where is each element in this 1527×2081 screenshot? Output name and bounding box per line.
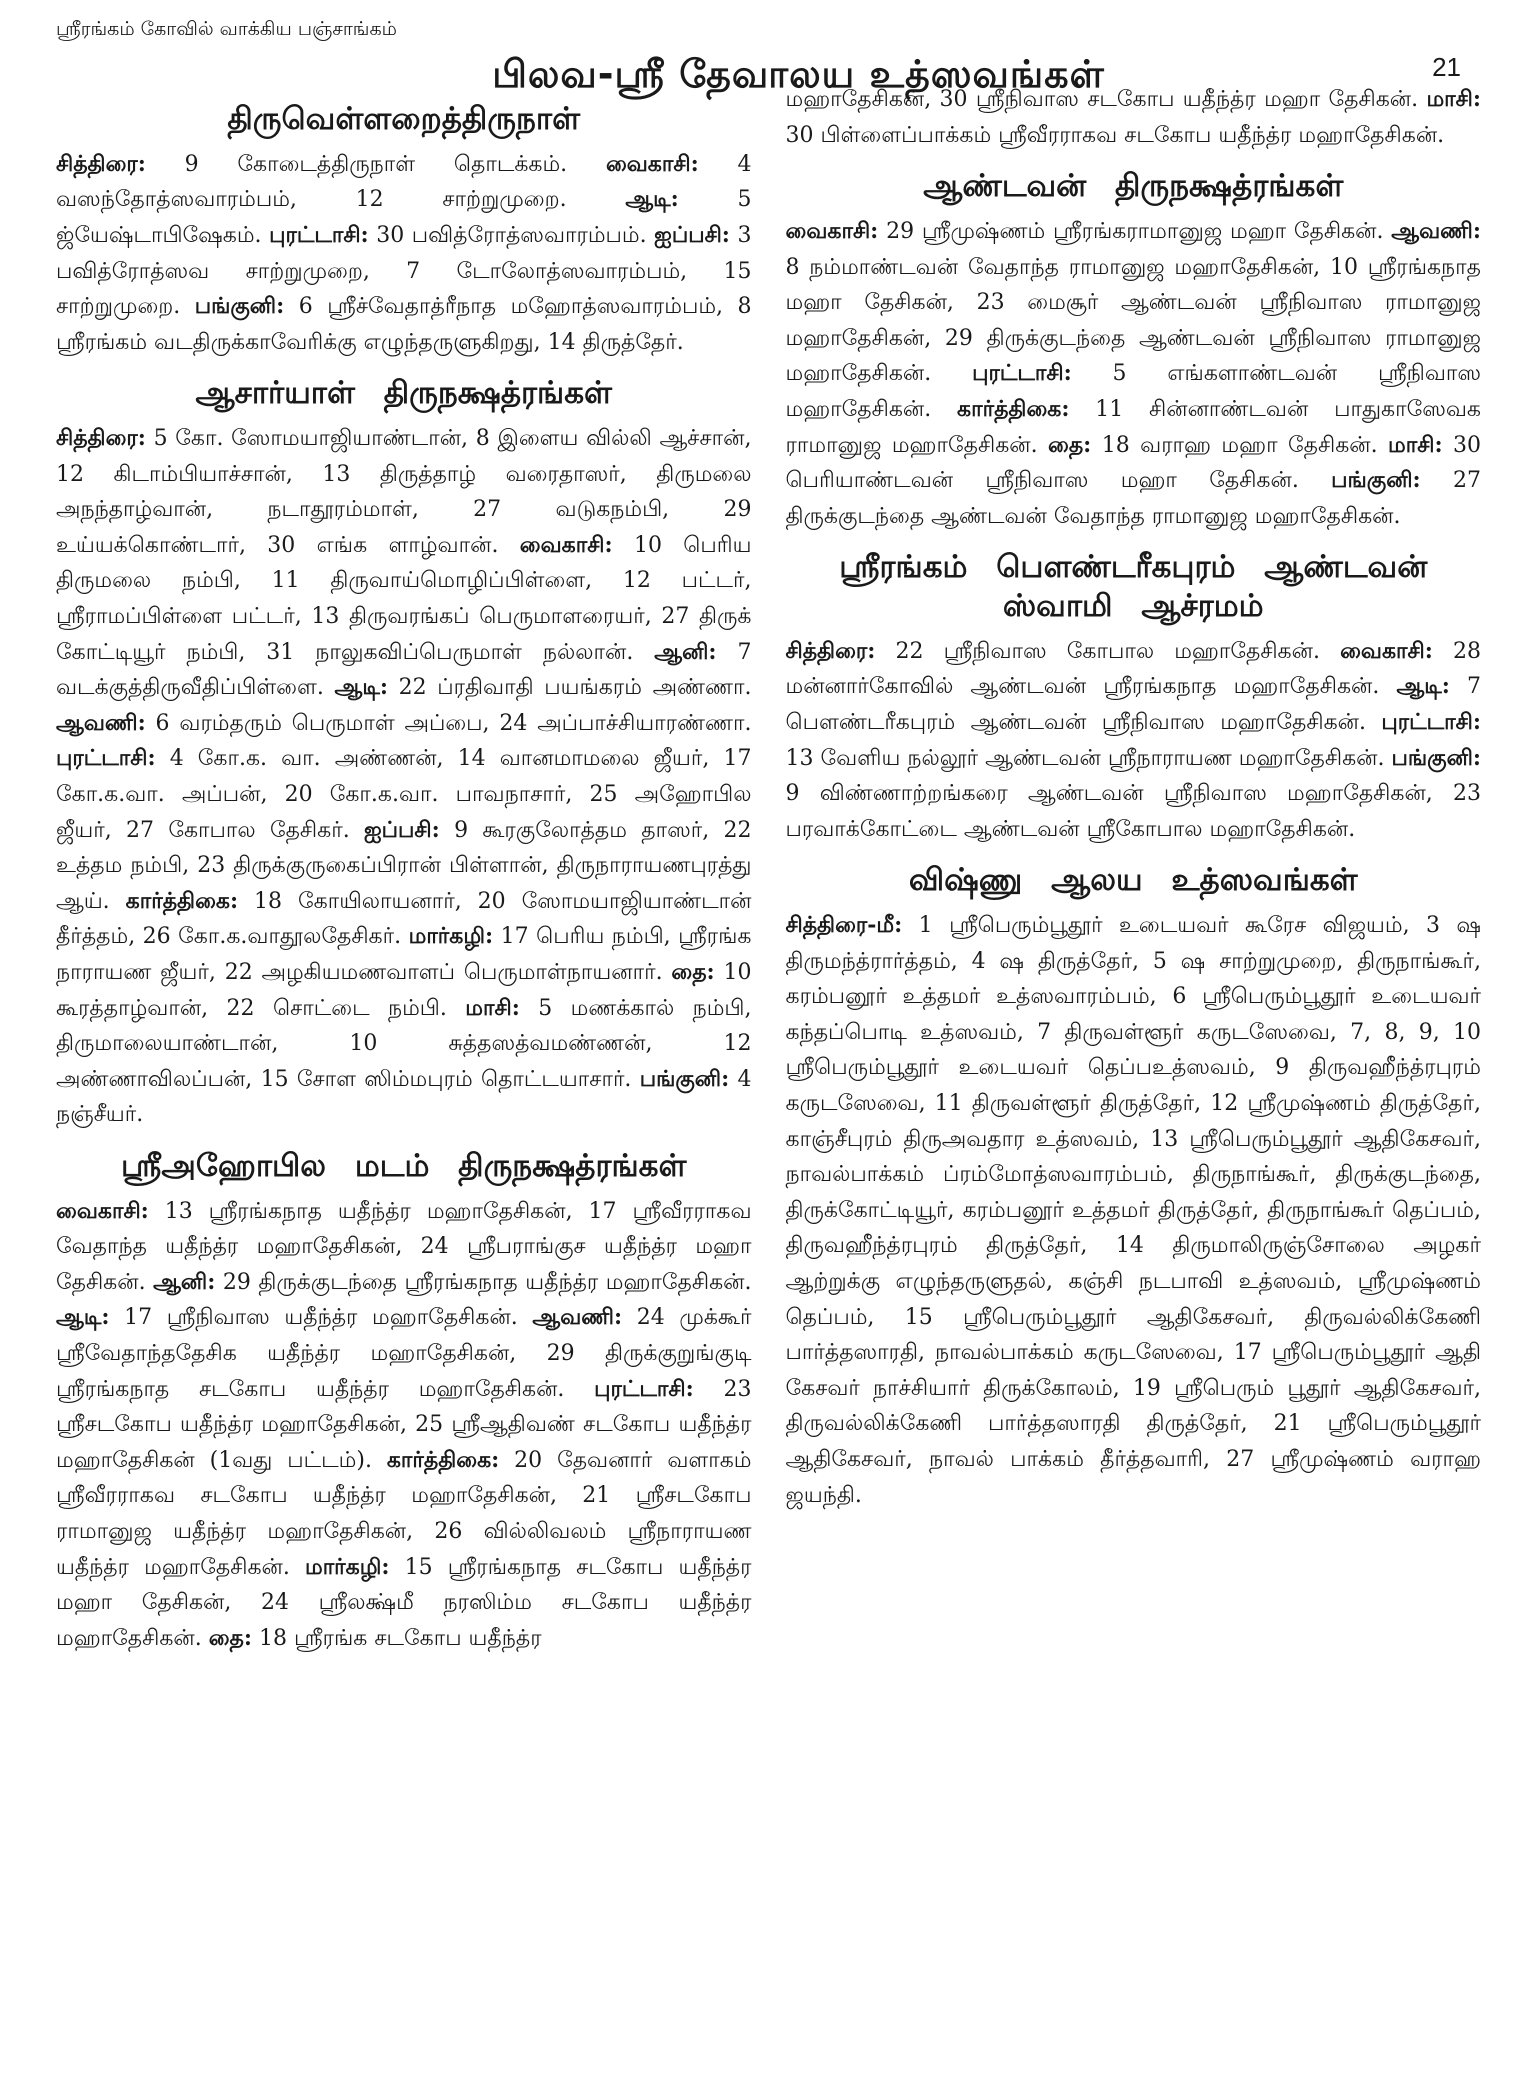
entry-text: 30 பிள்ளைப்பாக்கம் ஸ்ரீவீரராகவ சடகோப யதீந்த்ர மஹாதேசிகன். (785, 122, 1445, 148)
entry-text: 7 பௌண்டரீகபுரம் ஆண்டவன் ஸ்ரீநிவாஸ மஹாதேசிகன். (785, 674, 1481, 735)
entry-text: 30 பவித்ரோத்ஸவாரம்பம். (368, 222, 655, 248)
entry-text: 29 ஸ்ரீமுஷ்ணம் ஸ்ரீரங்கராமானுஜ மஹா தேசிகன். (878, 218, 1392, 244)
entry-text: 10 பெரிய திருமலை நம்பி, 11 திருவாய்மொழிப்பிள்ளை, 12 பட்டர், ஸ்ரீராமப்பிள்ளை பட்டர், 13 திருவரங்கப் பெருமாளரையர், 27 திருக் கோட்டியூர் நம்பி, 31 நாலுகவிப்பெருமாள் நல்லான். (56, 532, 752, 665)
month-label: பங்குனி: (194, 293, 285, 320)
section-text (56, 1194, 752, 1657)
entry-text: 20 தேவனார் வளாகம் ஸ்ரீவீரராகவ சடகோப யதீந்த்ர மஹாதேசிகன், 21 ஸ்ரீசடகோப ராமானுஜ யதீந்த்ர மஹாதேசிகன், 26 வில்லிவலம் ஸ்ரீநாராயண யதீந்த்ர மஹாதேசிகன். (56, 1447, 752, 1580)
entry-text: 4 நஞ்சீயர். (56, 1066, 752, 1128)
entry-text: 29 திருக்குடந்தை ஸ்ரீரங்கநாத யதீந்த்ர மஹாதேசிகன். (215, 1269, 752, 1295)
section-heading: ஸ்ரீரங்கம் பௌண்டரீகபுரம் ஆண்டவன் ஸ்வாமி ஆச்ரமம் (839, 549, 1428, 625)
columns (56, 86, 1482, 1656)
entry-text: 5 ஜ்யேஷ்டாபிஷேகம். (56, 187, 752, 248)
entry-text: 23 ஸ்ரீசடகோப யதீந்த்ர மஹாதேசிகன், 25 ஸ்ரீஆதிவண் சடகோப யதீந்த்ர மஹாதேசிகன் (1வது பட்டம்). (56, 1376, 752, 1473)
month-label: கார்த்திகை: (125, 887, 239, 914)
entry-text: 15 ஸ்ரீரங்கநாத சடகோப யதீந்த்ர மஹா தேசிகன், 24 ஸ்ரீலக்ஷ்மீ நரஸிம்ம சடகோப யதீந்த்ர மஹாதேசிகன். (56, 1554, 752, 1651)
section-heading: திருவெள்ளறைத்திருநாள் (227, 101, 581, 137)
running-head: ஸ்ரீரங்கம் கோவில் வாக்கிய பஞ்சாங்கம் (56, 18, 397, 40)
entry-text: 28 மன்னார்கோவில் ஆண்டவன் ஸ்ரீரங்கநாத மஹாதேசிகன். (785, 638, 1481, 700)
entry-text: 18 வராஹ மஹா தேசிகன். (1091, 432, 1389, 458)
entry-text: 6 வரம்தரும் பெருமாள் அப்பை, 24 அப்பாச்சியாரண்ணா. (145, 710, 752, 736)
month-label: புரட்டாசி: (594, 1375, 694, 1402)
month-label: வைகாசி: (605, 150, 699, 177)
month-label: ஆடி: (334, 674, 388, 701)
entry-text: 6 ஸ்ரீச்வேதாத்ரீநாத மஹோத்ஸவாரம்பம், 8 ஸ்ரீரங்கம் வடதிருக்காவேரிக்கு எழுந்தருளுகிறது, 14 திருத்தேர். (56, 294, 752, 355)
entry-text: 7 வடக்குத்திருவீதிப்பிள்ளை. (56, 639, 752, 701)
month-label: ஆடி: (56, 1304, 110, 1331)
section-text (786, 634, 1482, 848)
entry-text: 9 விண்ணாற்றங்கரை ஆண்டவன் ஸ்ரீநிவாஸ மஹாதேசிகன், 23 பரவாக்கோட்டை ஆண்டவன் ஸ்ரீகோபால மஹாதேசிகன். (785, 781, 1481, 842)
section-text (56, 421, 752, 1133)
month-label: பங்குனி: (1331, 467, 1421, 494)
entry-text: 1 ஸ்ரீபெரும்பூதூர் உடையவர் கூரேச விஜயம், 3 ஷ திருமந்த்ரார்த்தம், 4 ஷ திருத்தேர், 5 ஷ சாற்றுமுறை, திருநாங்கூர், கரம்பனூர் உத்தமர் உத்ஸவாரம்பம், 6 ஸ்ரீபெரும்பூதூர் உடையவர் கந்தப்பொடி உத்ஸவம், 7 திருவள்ளூர் கருடஸேவை, 7, 8, 9, 10 ஸ்ரீபெரும்பூதூர் உடையவர் தெப்பஉத்ஸவம், 9 திருவஹீந்த்ரபுரம் கருடஸேவை, 11 திருவள்ளூர் திருத்தேர், 12 ஸ்ரீமுஷ்ணம் திருத்தேர், காஞ்சீபுரம் திருஅவதார உத்ஸவம், 13 ஸ்ரீபெரும்பூதூர் ஆதிகேசவர், நாவல்பாக்கம் ப்ரம்மோத்ஸவாரம்பம், திருநாங்கூர், திருக்குடந்தை, திருக்கோட்டியூர், கரம்பனூர் உத்தமர் திருத்தேர், திருநாங்கூர் தெப்பம், திருவஹீந்த்ரபுரம் திருத்தேர், 14 திருமாலிருஞ்சோலை அழகர் ஆற்றுக்கு எழுந்தருளுதல், கஞ்சி நடபாவி உத்ஸவம், ஸ்ரீமுஷ்ணம் தெப்பம், 15 ஸ்ரீபெரும்பூதூர் ஆதிகேசவர், திருவல்லிக்கேணி பார்த்தஸாரதி, நாவல்பாக்கம் கருடஸேவை, 17 ஸ்ரீபெரும்பூதூர் ஆதி கேசவர் நாச்சியார் திருக்கோலம், 19 ஸ்ரீபெரும் பூதூர் ஆதிகேசவர், திருவல்லிக்கேணி பார்த்தஸாரதி திருத்தேர், 21 ஸ்ரீபெரும்பூதூர் ஆதிகேசவர், நாவல் பாக்கம் தீர்த்தவாரி, 27 ஸ்ரீமுஷ்ணம் வராஹ ஜயந்தி. (785, 913, 1481, 1508)
title-row (56, 52, 1481, 122)
entry-text: 13 வேளிய நல்லூர் ஆண்டவன் ஸ்ரீநாராயண மஹாதேசிகன். (785, 745, 1392, 771)
month-label: புரட்டாசி: (269, 221, 369, 248)
section-text (56, 147, 752, 361)
month-label: வைகாசி: (1340, 637, 1433, 664)
header (56, 14, 1481, 52)
month-label: வைகாசி: (56, 1197, 149, 1224)
month-label: ஆடி: (625, 186, 679, 213)
entry-text: 3 பவித்ரோத்ஸவ சாற்றுமுறை, 7 டோலோத்ஸவாரம்பம், 15 சாற்றுமுறை. (56, 222, 752, 320)
page-title: பிலவ-ஸ்ரீ தேவாலய உத்ஸவங்கள் (492, 52, 1105, 96)
entry-text: 17 பெரிய நம்பி, ஸ்ரீரங்க நாராயண ஜீயர், 22 அழகியமணவாளப் பெருமாள்நாயனார். (56, 924, 752, 985)
month-label: மார்கழி: (408, 923, 494, 950)
entry-text: 10 கூரத்தாழ்வான், 22 சொட்டை நம்பி. (56, 959, 752, 1021)
entry-text: 17 ஸ்ரீநிவாஸ யதீந்த்ர மஹாதேசிகன். (109, 1305, 533, 1331)
entry-text: 22 ப்ரதிவாதி பயங்கரம் அண்ணா. (387, 675, 752, 701)
entry-text: 9 கோடைத்திருநாள் தொடக்கம். (145, 151, 606, 177)
month-label: கார்த்திகை: (386, 1446, 500, 1473)
entry-text: 24 முக்கூர் ஸ்ரீவேதாந்ததேசிக யதீந்த்ர மஹாதேசிகன், 29 திருக்குறுங்குடி ஸ்ரீரங்கநாத சடகோப யதீந்த்ர மஹாதேசிகன். (56, 1305, 752, 1402)
month-label: ஆடி: (1396, 673, 1450, 700)
entry-text: 18 ஸ்ரீரங்க சடகோப யதீந்த்ர (252, 1625, 542, 1651)
month-label: சித்திரை-மீ: (785, 912, 903, 939)
entry-text: 9 கூரகுலோத்தம தாஸர், 22 உத்தம நம்பி, 23 திருக்குருகைப்பிரான் பிள்ளான், திருநாராயணபுரத்து ஆய். (56, 817, 752, 914)
entry-text: 27 திருக்குடந்தை ஆண்டவன் வேதாந்த ராமானுஜ மஹாதேசிகன். (785, 468, 1481, 529)
month-label: பங்குனி: (1391, 744, 1482, 771)
section-heading: விஷ்ணு ஆலய உத்ஸவங்கள் (908, 862, 1358, 899)
month-label: புரட்டாசி: (56, 745, 156, 772)
month-label: சித்திரை: (56, 150, 146, 177)
page-number: 21 (1432, 52, 1461, 82)
month-label: ஆனி: (654, 638, 717, 665)
month-label: புரட்டாசி: (972, 360, 1072, 387)
right-column (786, 82, 1482, 1656)
month-label: ஐப்பசி: (364, 816, 440, 843)
month-label: வைகாசி: (785, 217, 879, 244)
month-label: ஆனி: (153, 1268, 216, 1295)
month-label: ஆவணி: (56, 709, 146, 736)
entry-text: 5 எங்களாண்டவன் ஸ்ரீநிவாஸ மஹாதேசிகன். (785, 361, 1481, 422)
month-label: தை: (208, 1624, 253, 1651)
month-label: புரட்டாசி: (1381, 708, 1481, 735)
entry-text: 13 ஸ்ரீரங்கநாத யதீந்த்ர மஹாதேசிகன், 17 ஸ்ரீவீரராகவ வேதாந்த யதீந்த்ர மஹாதேசிகன், 24 ஸ்ரீபராங்குச யதீந்த்ர மஹா தேசிகன். (56, 1198, 752, 1295)
section-text (786, 214, 1482, 534)
month-label: ஆவணி: (1391, 217, 1481, 244)
section-heading: ஆசார்யாள் திருநக்ஷத்ரங்கள் (195, 375, 613, 412)
entry-text: 4 வஸந்தோத்ஸவாரம்பம், 12 சாற்றுமுறை. (56, 151, 752, 213)
month-label: தை: (671, 958, 715, 985)
month-label: வைகாசி: (519, 531, 613, 558)
month-label: மார்கழி: (304, 1553, 390, 1580)
month-label: மாசி: (1426, 86, 1481, 112)
month-label: சித்திரை: (56, 425, 146, 452)
section-heading: ஸ்ரீஅஹோபில மடம் திருநக்ஷத்ரங்கள் (121, 1147, 687, 1184)
month-label: பங்குனி: (639, 1065, 730, 1092)
entry-text: மஹாதேசிகன், 30 ஸ்ரீநிவாஸ சடகோப யதீந்த்ர மஹா தேசிகன். (785, 87, 1427, 112)
month-label: ஐப்பசி: (654, 221, 730, 248)
entry-text: 5 மணக்கால் நம்பி, திருமாலையாண்டான், 10 சுத்தஸத்வமண்ணன், 12 அண்ணாவிலப்பன், 15 சோள ஸிம்மபுரம் தொட்டயாசார். (56, 995, 752, 1092)
month-label: ஆவணி: (532, 1304, 623, 1331)
month-label: மாசி: (1388, 431, 1443, 458)
entry-text: 11 சின்னாண்டவன் பாதுகாஸேவக ராமானுஜ மஹாதேசிகன். (785, 396, 1481, 458)
entry-text: 30 பெரியாண்டவன் ஸ்ரீநிவாஸ மஹா தேசிகன். (785, 432, 1481, 494)
entry-text: 22 ஸ்ரீநிவாஸ கோபால மஹாதேசிகன். (875, 638, 1341, 664)
month-label: கார்த்திகை: (957, 395, 1070, 422)
entry-text: 8 நம்மாண்டவன் வேதாந்த ராமானுஜ மஹாதேசிகன், 10 ஸ்ரீரங்கநாத மஹா தேசிகன், 23 மைசூர் ஆண்டவன் ஸ்ரீநிவாஸ ராமானுஜ மஹாதேசிகன், 29 திருக்குடந்தை ஆண்டவன் ஸ்ரீநிவாஸ ராமானுஜ மஹாதேசிகன். (785, 254, 1481, 387)
section-text (786, 908, 1482, 1513)
entry-text: 4 கோ.க. வா. அண்ணன், 14 வானமாமலை ஜீயர், 17 கோ.க.வா. அப்பன், 20 கோ.க.வா. பாவநாசார், 25 அஹோபில ஜீயர், 27 கோபால தேசிகர். (56, 746, 752, 843)
month-label: சித்திரை: (785, 637, 876, 664)
month-label: தை: (1048, 431, 1092, 458)
entry-text: 5 கோ. ஸோமயாஜியாண்டான், 8 இளைய வில்லி ஆச்சான், 12 கிடாம்பியாச்சான், 13 திருத்தாழ் வரைதாஸர், திருமலை அநந்தாழ்வான், நடாதூரம்மாள், 27 வடுகநம்பி, 29 உய்யக்கொண்டார், 30 எங்க ளாழ்வான். (56, 426, 752, 558)
entry-text: 18 கோயிலாயனார், 20 ஸோமயாஜியாண்டான் தீர்த்தம், 26 கோ.க.வாதூலதேசிகர். (56, 888, 752, 950)
month-label: மாசி: (465, 994, 520, 1021)
left-column (56, 100, 752, 1656)
section-heading: ஆண்டவன் திருநக்ஷத்ரங்கள் (923, 168, 1344, 205)
